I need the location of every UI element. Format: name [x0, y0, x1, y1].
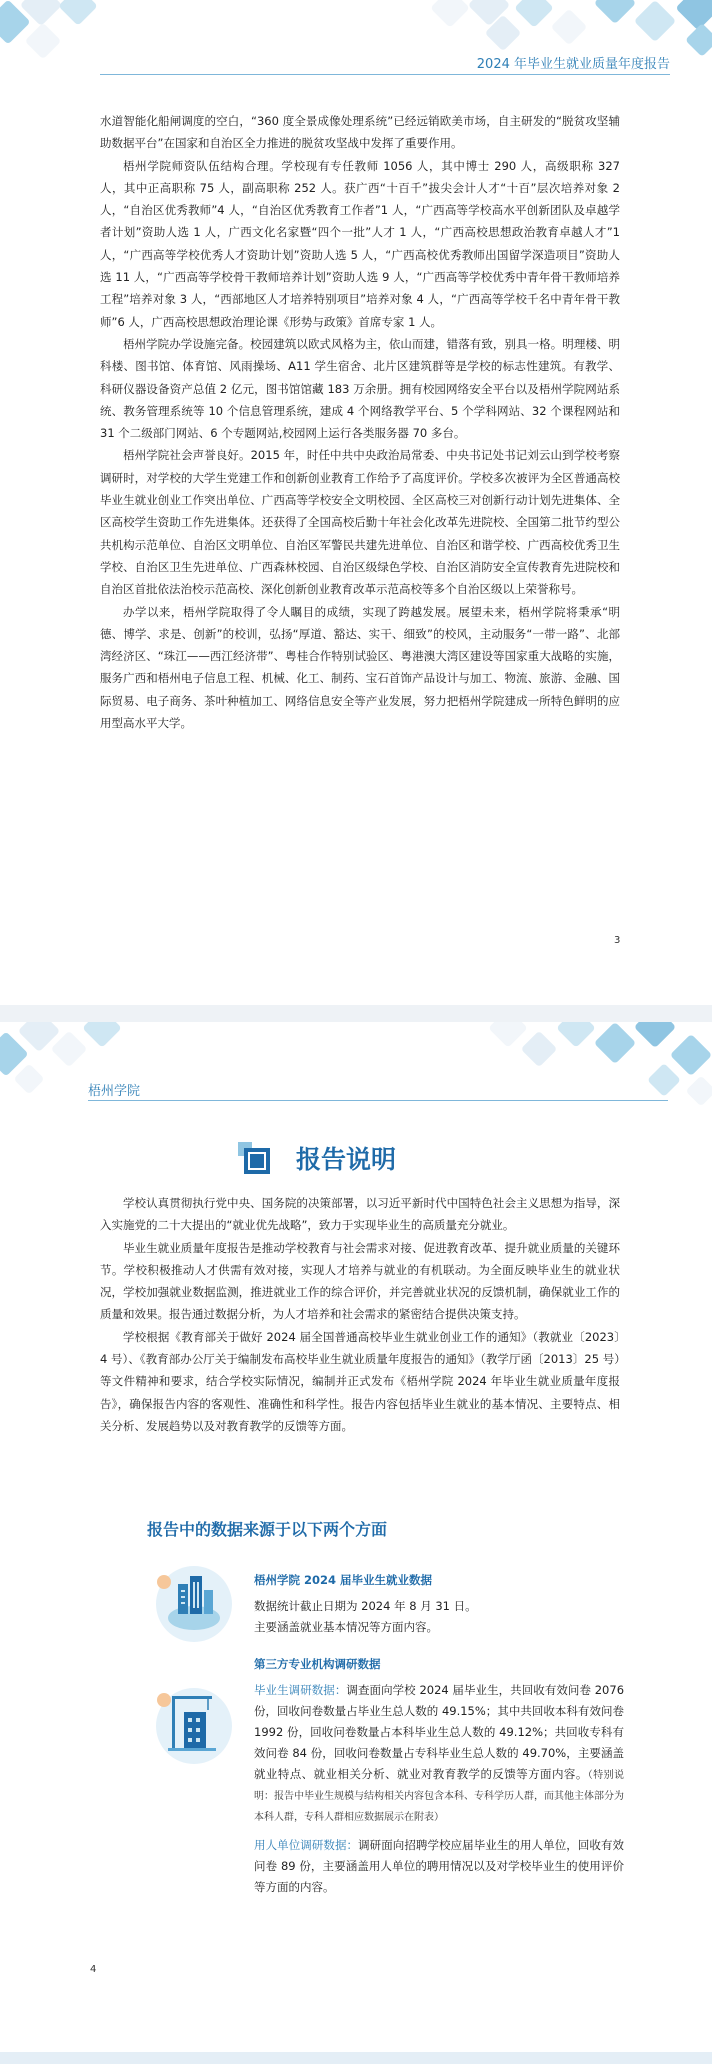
document-page-4 — [0, 1022, 712, 2064]
source-2 — [254, 1654, 624, 1898]
graduate-survey-label: 毕业生调研数据： — [254, 1683, 347, 1697]
paragraph: 梧州学院师资队伍结构合理。学校现有专任教师 1056 人，其中博士 290 人，高级职称 327 人，其中正高职称 75 人，副高职称 252 人。获广西“十百千”拔尖会计人才“十百”层次培养对象 2 人，“自治区优秀教师”4 人，“自治区优秀教育工作者”1 人，“广西高等学校高水平创新团队及卓越学者计划”资助人选 1 人，广西文化名家暨“四个一批”人才 1 人，“广西高校思想政治教育卓越人才”1 人，“广西高等学校优秀人才资助计划”资助人选 5 人，“广西高校优秀教师出国留学深造项目”资助人选 11 人，“广西高等学校骨干教师培养计划”资助人选 9 人，“广西高等学校优秀中青年骨干教师培养工程”培养对象 3 人，“西部地区人才培养特别项目”培养对象 4 人，“广西高等学校千名中青年骨干教师”6 人，广西高校思想政治理论课《形势与政策》首席专家 1 人。 — [100, 158, 620, 329]
decor-diamond — [58, 0, 98, 26]
page-header: 梧州学院 — [88, 1084, 141, 1099]
header-rule — [88, 1100, 668, 1101]
page-header: 2024 年毕业生就业质量年度报告 — [476, 57, 670, 72]
page-title: 报告说明 — [296, 1145, 397, 1174]
paragraph: 梧州学院社会声誉良好。2015 年，时任中共中央政治局常委、中央书记处书记刘云山到学校考察调研时，对学校的大学生党建工作和创新创业教育工作给予了高度评价。学校多次被评为全区普通高校毕业生就业创业工作突出单位、广西高等学校安全文明校园、全区高校三对创新行动计划先进集体、全区高校学生资助工作先进集体。还获得了全国高校后勤十年社会化改革先进院校、全国第二批节约型公共机构示范单位、自治区文明单位、自治区军警民共建先进单位、自治区和谐学校、广西高校优秀卫生学校、自治区卫生先进单位、广西森林校园、自治区级绿色学校、自治区消防安全宣传教育先进院校和自治区首批依法治校示范高校、深化创新创业教育改革示范高校等多个自治区级以上荣誉称号。 — [100, 448, 620, 597]
building-crane-illustration — [150, 1682, 234, 1766]
source-1-line: 主要涵盖就业基本情况等方面内容。 — [254, 1620, 438, 1634]
decor-diamond — [675, 0, 712, 31]
page-gap — [0, 1005, 712, 1022]
document-page-3 — [0, 0, 712, 1005]
decor-diamond — [488, 1022, 528, 1048]
source-1-line: 数据统计截止日期为 2024 年 8 月 31 日。 — [254, 1599, 477, 1613]
graduate-survey-text — [254, 1680, 624, 1827]
source-1-title: 梧州学院 2024 届毕业生就业数据 — [254, 1573, 433, 1587]
decor-diamond — [25, 23, 62, 60]
header-rule — [100, 74, 670, 75]
sources-heading: 报告中的数据来源于以下两个方面 — [147, 1520, 388, 1539]
decor-diamond — [430, 0, 470, 28]
cloud-building-illustration — [150, 1562, 234, 1646]
decor-diamond — [634, 0, 676, 42]
decor-diamond — [521, 1031, 558, 1068]
decor-diamond — [670, 1034, 712, 1076]
paragraph: 毕业生就业质量年度报告是推动学校教育与社会需求对接、促进教育改革、提升就业质量的关键环节。学校积极推动人才供需有效对接，实现人才培养与就业的有机联动。为全面反映毕业生的就业状况，学校加强就业数据监测，推进就业工作的综合评价，并完善就业状况的反馈机制，确保就业工作的质量和效果。报告通过数据分析，为人才培养和社会需求的紧密结合提供决策支持。 — [100, 1240, 620, 1322]
decor-diamond — [685, 1075, 712, 1106]
body-text — [100, 110, 620, 734]
paragraph: 办学以来，梧州学院取得了令人瞩目的成绩，实现了跨越发展。展望未来，梧州学院将秉承“明德、博学、求是、创新”的校训，弘扬“厚道、豁达、实干、细致”的校风，主动服务“一带一路”、北部湾经济区、“珠江——西江经济带”、粤桂合作特别试验区、粤港澳大湾区建设等国家重大战略的实施，服务广西和梧州电子信息工程、机械、化工、制药、宝石首饰产品设计与加工、物流、旅游、金融、国际贸易、电子商务、茶叶种植加工、网络信息安全等产业发展，努力把梧州学院建成一所特色鲜明的应用型高水平大学。 — [100, 604, 620, 731]
paragraph: 学校根据《教育部关于做好 2024 届全国普通高校毕业生就业创业工作的通知》（教就业〔2023〕4 号）、《教育部办公厅关于编制发布高校毕业生就业质量年度报告的通知》（教学厅函〔2013〕25 号）等文件精神和要求，结合学校实际情况，编制并正式发布《梧州学院 2024 年毕业生就业质量年度报告》，确保报告内容的客观性、准确性和科学性。报告内容包括毕业生就业的基本情况、主要特点、相关分析、发展趋势以及对教育教学的反馈等方面。 — [100, 1329, 620, 1433]
decor-diamond — [514, 0, 554, 28]
decor-diamond — [685, 23, 712, 57]
decor-diamond — [634, 1022, 676, 1048]
body-text — [100, 1192, 620, 1437]
graduate-survey-note: （特别说明：报告中毕业生规模与结构相关内容包含本科、专科学历人群，而其他主体部分为本科人群，专科人群相应数据展示在附表） — [254, 1770, 625, 1823]
employer-survey-text — [254, 1835, 624, 1898]
decor-diamond — [82, 1022, 122, 1048]
decor-diamond — [594, 1022, 636, 1064]
paragraph: 水道智能化船闸调度的空白，“360 度全景成像处理系统”已经远销欧美市场，自主研发的“脱贫攻坚辅助数据平台”在国家和自治区全力推进的脱贫攻坚战中发挥了重要作用。 — [100, 114, 620, 151]
source-2-title: 第三方专业机构调研数据 — [254, 1657, 381, 1671]
decor-diamond — [647, 1063, 681, 1097]
page-number: 4 — [90, 1964, 97, 1975]
decor-diamond — [556, 1022, 596, 1048]
decor-diamond — [551, 9, 588, 46]
graduate-survey-body: 调查面向学校 2024 届毕业生，共回收有效问卷 2076 份，回收问卷数量占毕业生总人数的 49.15%；其中共回收本科有效问卷 1992 份，回收问卷数量占本科毕业生总人数的 49.12%；共回收专科有效问卷 84 份，回收问卷数量占专科毕业生总人数的 49.70%，主要涵盖就业特点、就业相关分析、就业对教育教学的反馈等方面内容。 — [254, 1683, 625, 1781]
page-number: 3 — [614, 935, 621, 946]
decor-diamond — [51, 1031, 88, 1068]
paragraph: 学校认真贯彻执行党中央、国务院的决策部署，以习近平新时代中国特色社会主义思想为指导，深入实施党的二十大提出的“就业优先战略”，致力于实现毕业生的高质量充分就业。 — [100, 1196, 620, 1233]
source-1 — [254, 1570, 624, 1638]
report-title-icon — [238, 1142, 272, 1176]
bottom-decor-strip — [0, 2052, 712, 2064]
paragraph: 梧州学院办学设施完备。校园建筑以欧式风格为主，依山而建，错落有致，别具一格。明理楼、明科楼、图书馆、体育馆、风雨操场、A11 学生宿舍、北片区建筑群等是学校的标志性建筑。有教学、科研仪器设备资产总值 2 亿元，图书馆馆藏 183 万余册。拥有校园网络安全平台以及梧州学院网站系统、教务管理系统等 10 个信息管理系统，建成 4 个网络教学平台、5 个学科网站、32 个课程网站和 31 个二级部门网站、6 个专题网站,校园网上运行各类服务器 70 多台。 — [100, 336, 620, 441]
employer-survey-body: 调研面向招聘学校应届毕业生的用人单位，回收有效问卷 89 份，主要涵盖用人单位的聘用情况以及对学校毕业生的使用评价等方面的内容。 — [254, 1838, 625, 1894]
decor-diamond — [594, 0, 636, 24]
decor-diamond — [13, 1063, 44, 1094]
employer-survey-label: 用人单位调研数据： — [254, 1838, 359, 1852]
